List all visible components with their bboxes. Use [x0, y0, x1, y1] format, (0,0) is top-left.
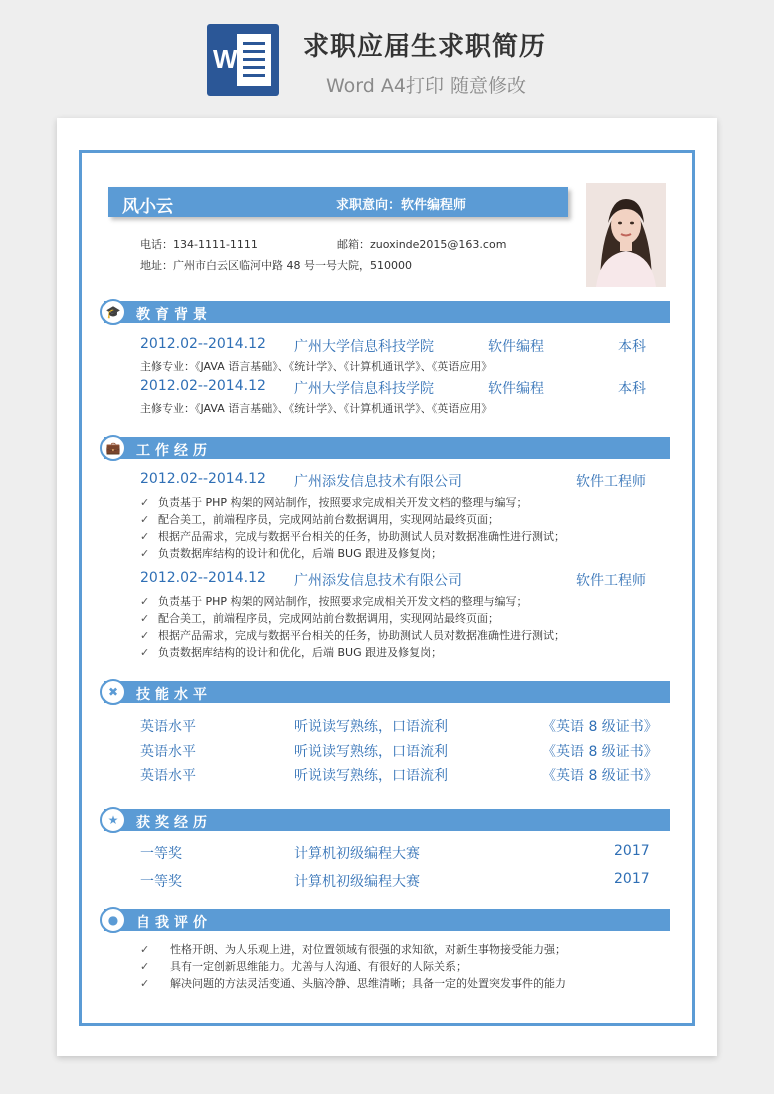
- briefcase-icon: 💼: [100, 435, 126, 461]
- skill-name: 英语水平: [140, 768, 196, 784]
- job-intent: 求职意向：软件编程师: [336, 198, 467, 213]
- work-duty: ✓ 负责数据库结构的设计和优化，后端 BUG 跟进及修复岗；: [140, 646, 443, 659]
- work-duty: ✓ 根据产品需求，完成与数据平台相关的任务，协助测试人员对数据准确性进行测试；: [140, 530, 565, 543]
- award-contest: 计算机初级编程大赛: [294, 846, 420, 862]
- email: 邮箱：zuoxinde2015@163.com: [337, 238, 507, 251]
- profile-photo: [586, 183, 666, 287]
- work-title: 软件工程师: [576, 573, 646, 589]
- person-icon: ●: [100, 907, 126, 933]
- edu-date: 2012.02--2014.12: [140, 378, 266, 394]
- section-work: 💼 工作经历: [104, 437, 670, 459]
- self-eval-item: ✓ 性格开朗、为人乐观上进，对位置领域有很强的求知欲，对新生事物接受能力强；: [140, 943, 566, 956]
- edu-major: 软件编程: [488, 339, 544, 355]
- page-header: [0, 0, 774, 110]
- award-rank: 一等奖: [140, 846, 182, 862]
- skill-name: 英语水平: [140, 744, 196, 760]
- section-awards: ★ 获奖经历: [104, 809, 670, 831]
- skill-desc: 听说读写熟练，口语流利: [294, 744, 448, 760]
- work-title: 软件工程师: [576, 474, 646, 490]
- work-duty: ✓ 根据产品需求，完成与数据平台相关的任务，协助测试人员对数据准确性进行测试；: [140, 629, 565, 642]
- work-duty: ✓ 配合美工，前端程序员，完成网站前台数据调用，实现网站最终页面；: [140, 513, 499, 526]
- work-duty: ✓ 负责基于 PHP 构架的网站制作，按照要求完成相关开发文档的整理与编写；: [140, 496, 528, 509]
- skill-cert: 《英语 8 级证书》: [542, 719, 658, 735]
- work-duty: ✓ 配合美工，前端程序员，完成网站前台数据调用，实现网站最终页面；: [140, 612, 499, 625]
- award-year: 2017: [614, 871, 650, 887]
- phone: 电话：134-1111-1111: [140, 238, 258, 251]
- work-duty: ✓ 负责数据库结构的设计和优化，后端 BUG 跟进及修复岗；: [140, 547, 443, 560]
- award-contest: 计算机初级编程大赛: [294, 874, 420, 890]
- word-icon: W: [207, 24, 279, 96]
- skill-cert: 《英语 8 级证书》: [542, 768, 658, 784]
- work-date: 2012.02--2014.12: [140, 570, 266, 586]
- skill-desc: 听说读写熟练，口语流利: [294, 768, 448, 784]
- edu-school: 广州大学信息科技学院: [294, 381, 434, 397]
- section-self-evaluation: ● 自我评价: [104, 909, 670, 931]
- name-bar: [108, 187, 568, 217]
- tools-icon: ✖: [100, 679, 126, 705]
- graduation-cap-icon: 🎓: [100, 299, 126, 325]
- work-company: 广州添发信息技术有限公司: [294, 573, 462, 589]
- resume-sheet: [57, 118, 717, 1056]
- self-eval-item: ✓ 具有一定创新思维能力。尤善与人沟通、有很好的人际关系；: [140, 960, 467, 973]
- edu-date: 2012.02--2014.12: [140, 336, 266, 352]
- self-eval-item: ✓ 解决问题的方法灵活变通、头脑冷静、思维清晰；具备一定的处置突发事件的能力: [140, 977, 566, 990]
- edu-courses: 主修专业：《JAVA 语言基础》、《统计学》、《计算机通讯学》、《英语应用》: [140, 402, 493, 415]
- medal-icon: ★: [100, 807, 126, 833]
- candidate-name: 风小云: [122, 197, 173, 217]
- edu-courses: 主修专业：《JAVA 语言基础》、《统计学》、《计算机通讯学》、《英语应用》: [140, 360, 493, 373]
- section-skills: ✖ 技能水平: [104, 681, 670, 703]
- page-title: 求职应届生求职简历: [303, 32, 547, 62]
- work-date: 2012.02--2014.12: [140, 471, 266, 487]
- skill-desc: 听说读写熟练，口语流利: [294, 719, 448, 735]
- skill-cert: 《英语 8 级证书》: [542, 744, 658, 760]
- award-year: 2017: [614, 843, 650, 859]
- work-company: 广州添发信息技术有限公司: [294, 474, 462, 490]
- edu-major: 软件编程: [488, 381, 544, 397]
- section-education: 🎓 教育背景: [104, 301, 670, 323]
- resume-frame: [79, 150, 695, 1026]
- edu-school: 广州大学信息科技学院: [294, 339, 434, 355]
- skill-name: 英语水平: [140, 719, 196, 735]
- page-subtitle: Word A4打印 随意修改: [326, 75, 527, 97]
- edu-degree: 本科: [618, 339, 646, 355]
- work-duty: ✓ 负责基于 PHP 构架的网站制作，按照要求完成相关开发文档的整理与编写；: [140, 595, 528, 608]
- award-rank: 一等奖: [140, 874, 182, 890]
- address: 地址：广州市白云区临河中路 48 号一号大院，510000: [140, 259, 412, 272]
- edu-degree: 本科: [618, 381, 646, 397]
